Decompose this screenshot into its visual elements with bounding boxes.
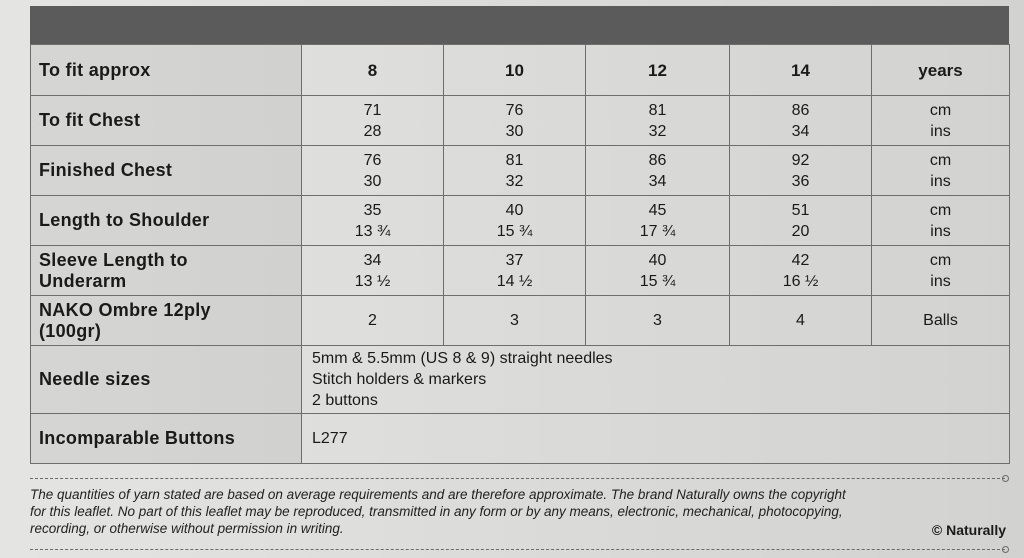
ins-value: 17 ¾ <box>639 222 676 240</box>
cm-value: 40 <box>505 201 524 219</box>
measure-cell <box>444 96 586 146</box>
buttons-row <box>31 414 1010 464</box>
measure-cell <box>444 246 586 296</box>
measure-cell <box>586 196 730 246</box>
measure-cell <box>730 246 872 296</box>
needle-line: 5mm & 5.5mm (US 8 & 9) straight needles <box>312 350 613 367</box>
cm-value: 45 <box>648 201 667 219</box>
unit-value: cm <box>929 251 952 269</box>
cm-value: 51 <box>791 201 810 219</box>
cm-value: 71 <box>363 101 382 119</box>
cm-value: 92 <box>791 151 810 169</box>
footnote-line: for this leaflet. No part of this leaflet may be reproduced, transmitted in any form or by any means, electronic, mechanical, photocopying, <box>30 504 843 519</box>
measure-cell <box>302 196 444 246</box>
cm-value: 40 <box>648 251 667 269</box>
cm-value: 81 <box>505 151 524 169</box>
footnote-line: The quantities of yarn stated are based on average requirements and are therefore approximate. The brand Naturally owns the copyright <box>30 487 846 502</box>
needle-label: Needle sizes <box>31 346 302 414</box>
table-header-bar <box>30 6 1009 44</box>
balls-value: 2 <box>368 312 377 329</box>
row-label-line: NAKO Ombre 12ply <box>39 299 211 320</box>
unit-cell <box>872 196 1010 246</box>
cm-value: 81 <box>648 101 667 119</box>
dashed-divider-top <box>30 478 1005 479</box>
cm-value: 76 <box>363 151 382 169</box>
unit-value: ins <box>930 122 951 140</box>
ins-value: 36 <box>791 172 810 190</box>
measure-cell <box>302 146 444 196</box>
size-value: 10 <box>505 60 524 80</box>
measure-cell <box>444 196 586 246</box>
table-row <box>31 246 1010 296</box>
size-cell <box>444 45 586 96</box>
size-value: 8 <box>367 60 378 80</box>
balls-value: 3 <box>653 312 662 329</box>
copyright-mark: © Naturally <box>931 522 1006 538</box>
unit-cell <box>872 96 1010 146</box>
needle-details <box>302 346 1010 414</box>
ins-value: 13 ¾ <box>354 222 391 240</box>
cm-value: 35 <box>363 201 382 219</box>
needle-line: 2 buttons <box>312 392 378 409</box>
unit-cell <box>872 296 1010 346</box>
row-label: Length to Shoulder <box>31 196 302 246</box>
size-value: 14 <box>791 60 810 80</box>
balls-cell <box>586 296 730 346</box>
unit-value: cm <box>929 201 952 219</box>
cm-value: 37 <box>505 251 524 269</box>
row-label <box>31 246 302 296</box>
measure-cell <box>586 246 730 296</box>
cm-value: 86 <box>648 151 667 169</box>
measure-cell <box>586 96 730 146</box>
table-row <box>31 296 1010 346</box>
unit-value: ins <box>930 272 951 290</box>
measure-cell <box>444 146 586 196</box>
buttons-value: L277 <box>302 414 1010 464</box>
ins-value: 14 ½ <box>496 272 533 290</box>
cm-value: 76 <box>505 101 524 119</box>
unit-value: ins <box>930 222 951 240</box>
balls-value: 4 <box>796 312 805 329</box>
measure-cell <box>586 146 730 196</box>
ins-value: 28 <box>363 122 382 140</box>
unit-cell <box>872 45 1010 96</box>
table-row <box>31 196 1010 246</box>
unit-value: cm <box>929 101 952 119</box>
ins-value: 15 ¾ <box>496 222 533 240</box>
row-label: To fit Chest <box>31 96 302 146</box>
unit-value: cm <box>929 151 952 169</box>
ins-value: 34 <box>791 122 810 140</box>
balls-value: 3 <box>510 312 519 329</box>
cm-value: 42 <box>791 251 810 269</box>
ins-value: 30 <box>363 172 382 190</box>
unit-value: ins <box>930 172 951 190</box>
buttons-label: Incomparable Buttons <box>31 414 302 464</box>
measure-cell <box>302 96 444 146</box>
ins-value: 30 <box>505 122 524 140</box>
dashed-divider-bottom <box>30 549 1005 550</box>
row-label: Finished Chest <box>31 146 302 196</box>
ins-value: 32 <box>648 122 667 140</box>
table-row <box>31 146 1010 196</box>
ins-value: 16 ½ <box>782 272 819 290</box>
balls-cell <box>730 296 872 346</box>
unit-value: years <box>918 60 963 80</box>
footnote-line: recording, or otherwise without permission in writing. <box>30 521 344 536</box>
cm-value: 86 <box>791 101 810 119</box>
size-value: 12 <box>648 60 667 80</box>
size-table <box>30 44 1010 464</box>
ins-value: 13 ½ <box>354 272 391 290</box>
needle-line: Stitch holders & markers <box>312 371 487 388</box>
size-cell <box>586 45 730 96</box>
ins-value: 20 <box>791 222 810 240</box>
table-row <box>31 45 1010 96</box>
ins-value: 15 ¾ <box>639 272 676 290</box>
size-cell <box>730 45 872 96</box>
ins-value: 34 <box>648 172 667 190</box>
balls-cell <box>302 296 444 346</box>
balls-cell <box>444 296 586 346</box>
size-cell <box>302 45 444 96</box>
divider-end-dot <box>1002 475 1009 482</box>
row-label <box>31 296 302 346</box>
row-label-line: Underarm <box>39 270 127 291</box>
measure-cell <box>730 196 872 246</box>
copyright-footnote <box>30 486 1008 537</box>
unit-cell <box>872 146 1010 196</box>
measure-cell <box>302 246 444 296</box>
needle-row <box>31 346 1010 414</box>
unit-cell <box>872 246 1010 296</box>
row-label: To fit approx <box>31 45 302 96</box>
unit-value: Balls <box>923 312 958 329</box>
ins-value: 32 <box>505 172 524 190</box>
row-label-line: Sleeve Length to <box>39 249 188 270</box>
cm-value: 34 <box>363 251 382 269</box>
row-label-line: (100gr) <box>39 320 102 341</box>
measure-cell <box>730 146 872 196</box>
divider-end-dot <box>1002 546 1009 553</box>
measure-cell <box>730 96 872 146</box>
table-row <box>31 96 1010 146</box>
